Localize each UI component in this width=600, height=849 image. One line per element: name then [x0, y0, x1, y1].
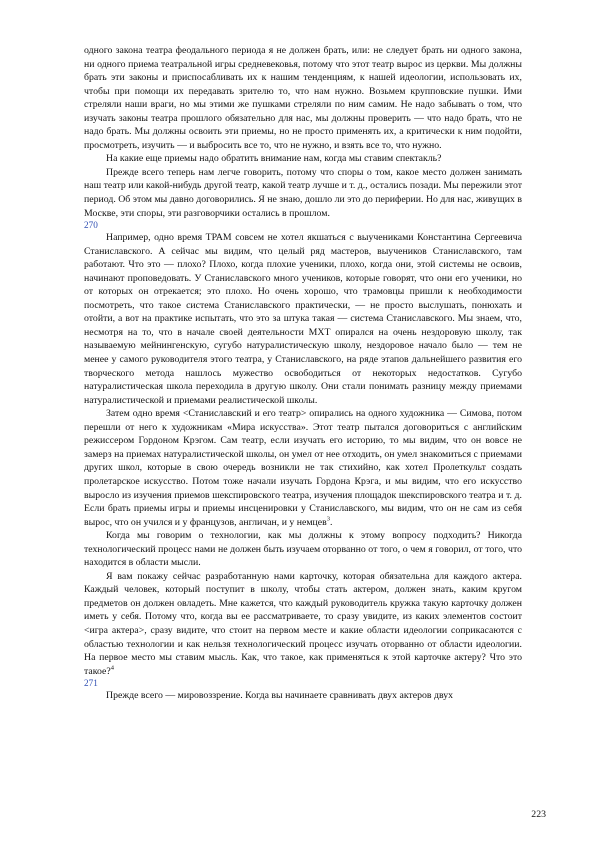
paragraph: одного закона театра феодального периода я не должен брать, или: не следует брать ни одного закона, ни одного приема театральной игры средневековья, потому что этот театр вырос из церкви. Мы должны брать эти законы и приспосабливать их к нашим тенденциям, к нашей идеологии, использовать их, чтобы при помощи их передавать зрителю то, что нам нужно. Возьмем крупповские пушки. Ими стреляли наши враги, но мы этими же пушками стреляли по ним самим. Не надо забывать о том, что изучать законы театра прошлого обязательно для нас, мы должны проверить — что надо брать, что не надо брать. Мы должны освоить эти приемы, но не просто применять их, а критически к ним подойти, просмотреть, изучить — и выбросить все то, что не нужно, и взять все то, что нужно. — [84, 45, 522, 151]
paragraph: На какие еще приемы надо обратить внимание нам, когда мы ставим спектакль? — [106, 153, 442, 165]
paragraph-text: Я вам покажу сейчас разработанную нами карточку, которая обязательна для каждого актера. Каждый человек, который поступит в школу, чтобы стать актером, должен знать, каким кругом предметов он должен овладеть. Мне кажется, что каждый руководитель кружка такую карточку должен иметь у себя. Потому что, когда вы ее рассматриваете, то сразу увидите, из каких элементов состоит <игра актера>, сразу видите, что стоит на первом месте и какие области идеологии соприкасаются с областью технологии и как нельзя технологический процесс изучать оторванно от области идеологии. На первое место мы ставим мысль. Как, что такое, как применяться к этой карточке актеру? Что это такое? — [84, 570, 522, 677]
source-page-marker: 271 — [84, 678, 98, 689]
footnote-mark[interactable]: 3 — [326, 515, 330, 523]
footnote-mark[interactable]: 4 — [110, 664, 114, 672]
source-page-marker: 270 — [84, 220, 98, 231]
paragraph — [84, 570, 522, 678]
paragraph: Когда мы говорим о технологии, как мы должны к этому вопросу подходить? Никогда технологический процесс нами не должен быть изучаем оторванно от того, о чем я говорил, от того, что находится в области мысли. — [84, 530, 522, 569]
paragraph-text: Затем одно время <Станиславский и его театр> опирались на одного художника — Симова, потом перешли от него к художникам «Мира искусства». Этот театр пытался договориться с английским режиссером Гордоном Крэгом. Сам театр, если изучать его историю, то мы видим, что он вовсе не замерз на приемах натуралистической школы, он умел от нее отходить, он умел знакомиться с приемами других школ, которые в свою очередь возникли не так стихийно, как хотел Пролеткульт создать пролетарское искусство. Потом тоже начали изучать Гордона Крэга, и мы видим, что его искусство выросло из изучения приемов шекспировского театра, изучения площадок шекспировского театра и т. д. Если брать приемы игры и приемы инсценировки у Станиславского, мы видим, что он не сам из себя вырос, что он учился и у французов, англичан, и у немцев — [84, 408, 522, 528]
paragraph: Например, одно время ТРАМ совсем не хотел якшаться с выучениками Константина Сергеевича Станиславского. А сейчас мы видим, что целый ряд мастеров, выучеников Станиславского, там работают. Что это — плохо? Плохо, когда плохие ученики, плохо, когда они, этой системы не освоив, начинают проповедовать. У Станиславского много учеников, которые говорят, что они его ученики, но от которых он отрекается; это плохо. Но очень хорошо, что трамовцы пришли к необходимости посмотреть, что такое система Станиславского практически, — не просто выслушать, понюхать и отойти, а вот на практике испытать, что это за штука такая — система Станиславского. Мы знаем, что, несмотря на то, что в начале своей деятельности МХТ опирался на очень нездоровую школу, так называемую мейнингенскую, сугубо натуралистическую школу, нездоровое начало было — тем не менее у самого руководителя этого театра, у Станиславского, на ряде этапов дальнейшего развития его творческого метода нашлось мужество освободиться от некоторых недостатков. Сугубо натуралистическая школа переходила в другую школу. Они стали понимать разницу между приемами натуралистической и приемами реалистической школы. — [84, 232, 522, 406]
paragraph: Прежде всего — мировоззрение. Когда вы начинаете сравнивать двух актеров двух — [106, 690, 454, 702]
page-number: 223 — [531, 809, 546, 820]
paragraph: Затем одно время <Станиславский и его театр> опирались на одного художника — Симова, потом перешли от него к художникам «Мира искусства». Этот театр пытался договориться с английским режиссером Гордоном Крэгом. Сам театр, если изучать его историю, то мы видим, что он вовсе не замерз на приемах натуралистической школы, он умел от нее отходить, он умел знакомиться с приемами других школ, которые в свою очередь возникли не так стихийно, как хотел Пролеткульт создать пролетарское искусство. Потом тоже начали изучать Гордона Крэга, и мы видим, что его искусство выросло из изучения приемов шекспировского театра, изучения площадок шекспировского театра и т. д. Если брать приемы игры и приемы инсценировки у Станиславского, мы видим, что он не сам из себя вырос, что он учился и у французов, англичан, и у немцев$^3$. — [84, 408, 522, 528]
document-body — [84, 44, 522, 703]
paragraph: Прежде всего теперь нам легче говорить, потому что споры о том, какое место должен занимать наш театр или какой-нибудь другой театр, какой театр лучше и т. д., остались позади. Мы пережили этот период. Об этом мы давно договорились. Я не знаю, дошло ли это до периферии. Но для нас, живущих в Москве, эти споры, эти разговорчики остались в прошлом. — [84, 166, 522, 219]
